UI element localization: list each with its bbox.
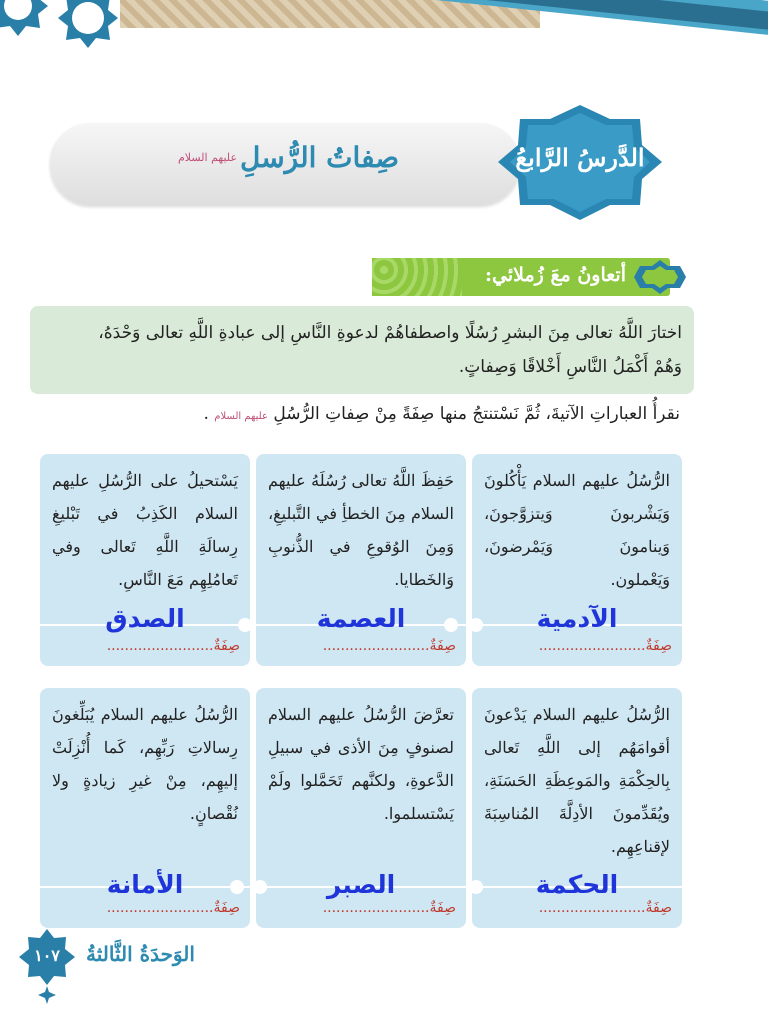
star-ornament-icon <box>56 0 120 50</box>
title-honorific: عليهم السلام <box>178 151 238 164</box>
trait-card <box>472 454 682 666</box>
lesson-header <box>50 105 670 220</box>
field-label: صِفَةٌ <box>645 638 672 654</box>
field-dots: ........................ <box>106 900 214 916</box>
trait-input-field[interactable] <box>266 638 456 654</box>
trait-input-field[interactable] <box>266 900 456 916</box>
card-answer[interactable]: الصدق <box>105 604 185 633</box>
activity-ornament-icon <box>632 258 688 296</box>
card-statement: الرُّسُلُ عليهم السلام يَأْكُلونَ وَيَشْربونَ وَيتزوَّجونَ، وَينامونَ وَيَمْرضونَ، وَيَعْملون. <box>484 471 670 589</box>
instruction <box>40 404 680 424</box>
activity-label: أتعاونُ معَ زُملائي: <box>485 264 626 286</box>
field-dots: ........................ <box>106 638 214 654</box>
field-label: صِفَةٌ <box>213 900 240 916</box>
trait-input-field[interactable] <box>482 900 672 916</box>
intro-line-1: اختارَ اللَّهُ تعالى مِنَ البشرِ رُسُلًا واصطفاهُمْ لدعوةِ النَّاسِ إلى عبادةِ اللَّهِ تعالى وَحْدَهُ، <box>98 323 682 343</box>
page-number: ١٠٧ <box>34 946 60 965</box>
trait-input-field[interactable] <box>482 638 672 654</box>
field-label: صِفَةٌ <box>213 638 240 654</box>
trait-input-field[interactable] <box>50 638 240 654</box>
card-statement: حَفِظَ اللَّهُ تعالى رُسُلَهُ عليهم السلام مِنَ الخطأِ في التَّبليغِ، وَمِنَ الوُقوعِ في الذُّنوبِ وَالخَطايا. <box>268 471 454 589</box>
field-label: صِفَةٌ <box>429 900 456 916</box>
lesson-title: صِفاتُ الرُّسلِ <box>240 141 400 174</box>
instruction-honorific: عليهم السلام <box>214 411 268 422</box>
card-answer[interactable]: الحكمة <box>535 870 619 899</box>
small-star-icon <box>38 986 56 1004</box>
star-ornament-icon <box>0 0 50 38</box>
card-answer[interactable]: الآدمية <box>536 604 618 633</box>
intro-text <box>42 316 682 384</box>
trait-card <box>256 688 466 928</box>
trait-card <box>40 454 250 666</box>
trait-card <box>256 454 466 666</box>
card-answer[interactable]: الأمانة <box>106 870 184 899</box>
card-statement: الرُّسُلُ عليهم السلام يَدْعونَ أقوامَهُم إلى اللَّهِ تَعالى بِالحِكْمَةِ والمَوعِظَةِ الحَسَنَةِ، ويُقَدِّمونَ الأدِلَّةَ المُناسِبَةَ لإقناعِهِم. <box>484 705 670 856</box>
card-statement: تعرَّضَ الرُّسُلُ عليهم السلام لصنوفٍ مِنَ الأذى في سبيلِ الدَّعوةِ، ولكنَّهم تَحَمَّلوا ولَمْ يَسْتسلموا. <box>268 705 454 823</box>
field-dots: ........................ <box>322 900 430 916</box>
card-statement: يَسْتحيلُ على الرُّسُلِ عليهم السلام الكَذِبُ في تَبْليغِ رِسالَةِ اللَّهِ تَعالى وفي تَعامُلِهِم مَعَ النَّاسِ. <box>52 471 238 589</box>
lesson-number-label: الدَّرسُ الرَّابعُ <box>515 143 645 172</box>
card-statement: الرُّسُلُ عليهم السلام يُبَلِّغونَ رِسالاتِ رَبِّهِم، كَما أُنْزِلَتْ إليهِم، مِنْ غيرِ زيادةٍ ولا نُقْصانٍ. <box>52 705 238 823</box>
field-dots: ........................ <box>538 900 646 916</box>
trait-input-field[interactable] <box>50 900 240 916</box>
field-dots: ........................ <box>322 638 430 654</box>
field-label: صِفَةٌ <box>645 900 672 916</box>
instruction-text: نقرأُ العباراتِ الآتيةَ، ثُمَّ نَسْتنتجُ منها صِفَةً مِنْ صِفاتِ الرُّسُلِ <box>273 404 680 424</box>
instruction-period: . <box>203 404 209 424</box>
field-dots: ........................ <box>538 638 646 654</box>
field-label: صِفَةٌ <box>429 638 456 654</box>
card-answer[interactable]: العصمة <box>316 604 406 633</box>
unit-label: الوَحدَةُ الثَّالثةُ <box>86 942 195 966</box>
trait-card <box>40 688 250 928</box>
trait-card <box>472 688 682 928</box>
card-answer[interactable]: الصبر <box>326 870 396 899</box>
intro-line-2: وَهُمْ أَكْمَلُ النَّاسِ أَخْلاقًا وَصِفاتٍ. <box>458 357 682 377</box>
